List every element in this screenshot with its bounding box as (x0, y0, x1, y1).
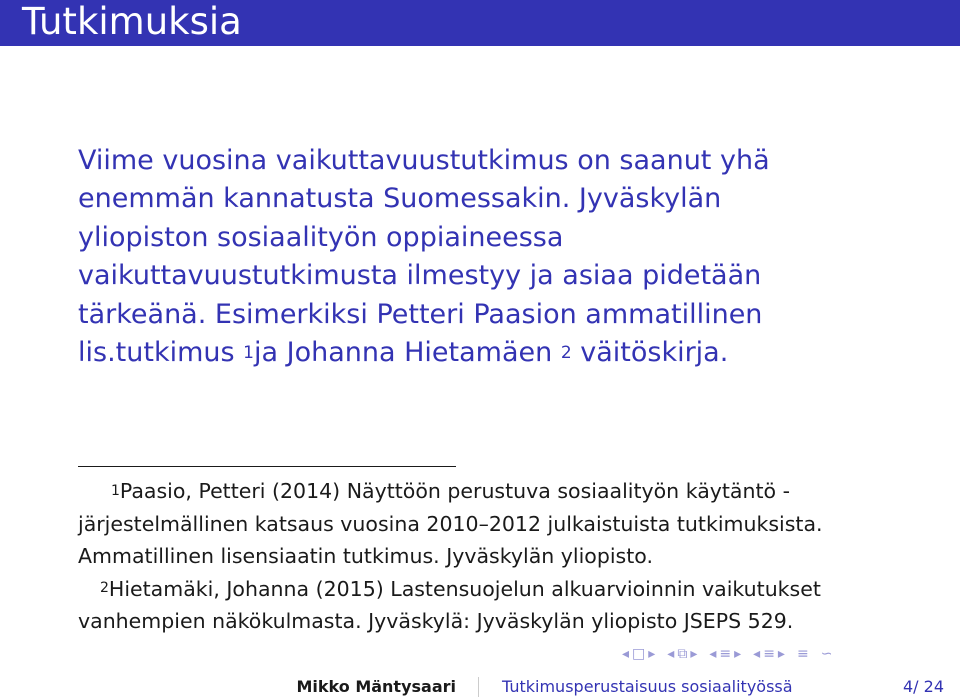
footnote-mark: 2 (100, 580, 109, 596)
footer-page-number: 4/ 24 (902, 677, 944, 696)
body-line: yliopiston sosiaalityön oppiaineessa (78, 221, 564, 253)
footer (0, 673, 960, 700)
nav-subsec-prev-icon[interactable]: ◂ (753, 646, 761, 662)
nav-frame-prev-icon[interactable]: ◂ (622, 646, 630, 662)
nav-subsec-next-icon[interactable]: ▸ (777, 646, 785, 662)
footer-divider (478, 677, 479, 697)
nav-search-icon[interactable]: ∽ (820, 646, 833, 662)
footnote-text: Paasio, Petteri (2014) Näyttöön perustuva sosiaalityön käytäntö - järjestelmällinen katsaus vuosina 2010–2012 julkaistuista tutkimuksista. Ammatillinen lisensiaatin tutkimus. Jyväskylän yliopisto. (78, 479, 823, 568)
footnote-ref-1[interactable]: 1 (243, 342, 254, 363)
footnote-2 (78, 573, 918, 638)
footer-talk-title: Tutkimusperustaisuus sosiaalityössä (480, 673, 960, 700)
footnote-ref-2[interactable]: 2 (560, 342, 572, 363)
title-bar (0, 0, 960, 46)
nav-frame-icon[interactable]: □ (632, 646, 646, 662)
body-line: tärkeänä. Esimerkiksi Petteri Paasion ammatillinen (78, 298, 763, 330)
slide-title: Tutkimuksia (22, 0, 242, 43)
footnote-rule (78, 466, 456, 467)
body-line: vaikuttavuustutkimusta ilmestyy ja asiaa pidetään (78, 260, 762, 292)
beamer-navigation (622, 645, 835, 663)
body-line: Viime vuosina vaikuttavuustutkimus on saanut yhä (78, 145, 770, 176)
nav-document-icon[interactable]: ≡ (796, 646, 809, 662)
nav-subsection-prev-icon[interactable]: ◂ (667, 646, 675, 662)
slide-body (78, 142, 898, 372)
footer-author: Mikko Mäntysaari (0, 673, 480, 700)
nav-section-next-icon[interactable]: ▸ (734, 646, 742, 662)
body-text: väitöskirja. (580, 337, 729, 369)
body-text: ja Johanna Hietamäen (253, 337, 553, 369)
footnote-mark: 1 (111, 482, 120, 499)
body-line: enemmän kannatusta Suomessakin. Jyväskylän (78, 183, 722, 215)
nav-subsection-icon[interactable]: ⧉ (677, 646, 688, 662)
footnote-text: Hietamäki, Johanna (2015) Lastensuojelun alkuarvioinnin vaikutukset vanhempien näkökulmasta. Jyväskylä: Jyväskylän yliopisto JSEPS 529. (78, 576, 821, 633)
body-line (78, 334, 898, 372)
nav-section-prev-icon[interactable]: ◂ (709, 646, 717, 662)
body-text: lis.tutkimus (78, 337, 235, 369)
footnotes (78, 475, 918, 638)
nav-frame-next-icon[interactable]: ▸ (648, 646, 656, 662)
nav-section-icon[interactable]: ≡ (719, 646, 732, 662)
footnote-1 (78, 475, 918, 573)
nav-subsection-next-icon[interactable]: ▸ (690, 646, 698, 662)
nav-subsec-icon[interactable]: ≡ (763, 646, 775, 662)
